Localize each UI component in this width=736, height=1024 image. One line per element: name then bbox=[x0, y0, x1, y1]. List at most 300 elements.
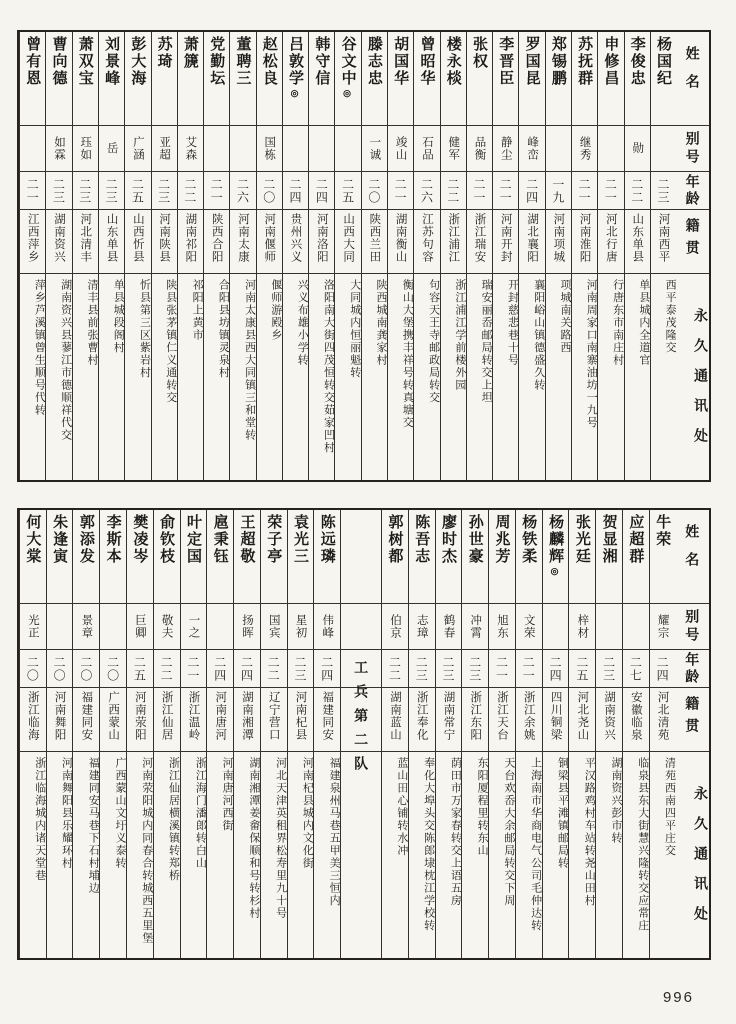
person-column bbox=[381, 510, 408, 958]
unit-divider-column bbox=[340, 510, 381, 958]
person-alias: 峰峦 bbox=[519, 126, 544, 172]
person-origin: 陕西合阳 bbox=[204, 210, 229, 274]
person-address: 河南舞阳县乐耀环村 bbox=[60, 757, 73, 870]
person-column bbox=[466, 32, 492, 480]
person-address: 偃师游殿乡 bbox=[269, 279, 282, 342]
person-column bbox=[180, 510, 207, 958]
person-name: 周兆芳 bbox=[489, 510, 515, 604]
person-address: 洛阳南大街四茂恒转交茹家凹村 bbox=[322, 279, 335, 454]
person-origin: 浙江东阳 bbox=[462, 688, 488, 752]
person-alias bbox=[20, 126, 45, 172]
person-column bbox=[595, 510, 622, 958]
person-origin: 山西大同 bbox=[335, 210, 360, 274]
person-name: 张光廷 bbox=[569, 510, 595, 604]
person-age: 二五 bbox=[127, 650, 153, 688]
person-column bbox=[256, 32, 282, 480]
person-origin: 河南淮阳 bbox=[572, 210, 597, 274]
person-name: 彭大海 bbox=[125, 32, 150, 126]
person-column bbox=[45, 32, 71, 480]
person-age: 二三 bbox=[436, 650, 462, 688]
person-age: 二一 bbox=[467, 172, 492, 210]
person-column bbox=[124, 32, 150, 480]
person-origin: 河南洛阳 bbox=[309, 210, 334, 274]
person-name: 曾昭华 bbox=[414, 32, 439, 126]
person-address: 浙江仙居横溪镇转郑桥 bbox=[167, 757, 180, 882]
person-origin: 浙江奉化 bbox=[409, 688, 435, 752]
person-column bbox=[461, 510, 488, 958]
person-column bbox=[99, 510, 126, 958]
person-column bbox=[206, 510, 233, 958]
person-origin: 山西忻县 bbox=[125, 210, 150, 274]
person-age: 二〇 bbox=[100, 650, 126, 688]
person-alias: 珏如 bbox=[73, 126, 98, 172]
person-name: 贺显湘 bbox=[596, 510, 622, 604]
header-alias: 别号 bbox=[676, 604, 710, 650]
person-age: 二三 bbox=[152, 172, 177, 210]
person-address: 天台欢岙大余邮局转交下周 bbox=[502, 757, 515, 907]
header-origin: 籍贯 bbox=[676, 210, 709, 274]
person-name: 牛荣 bbox=[650, 510, 676, 604]
header-address: 永久通讯处 bbox=[693, 308, 709, 458]
roster-table-top bbox=[17, 30, 711, 482]
person-column bbox=[650, 32, 676, 480]
person-alias bbox=[309, 126, 334, 172]
person-name: 何大棠 bbox=[20, 510, 46, 604]
person-origin: 安徽临泉 bbox=[623, 688, 649, 752]
person-column bbox=[387, 32, 413, 480]
person-address: 上海南市华商电气公司毛仲达转 bbox=[529, 757, 542, 932]
person-address: 句容天王寺邮政局转交 bbox=[427, 279, 440, 404]
person-age: 二一 bbox=[598, 172, 623, 210]
person-address: 衡山大堡携丰祥号转真塘交 bbox=[401, 279, 414, 429]
roster-table-bottom bbox=[17, 508, 711, 960]
person-name: 李晋臣 bbox=[493, 32, 518, 126]
name-annotation-mark: ◎ bbox=[290, 89, 301, 99]
person-address: 奉化大埠头交陈郎埭枕江学校转 bbox=[422, 757, 435, 932]
person-address: 萍乡芦溪镇曾生顺号代转 bbox=[33, 279, 46, 417]
person-column bbox=[98, 32, 124, 480]
person-name: 苏抚群 bbox=[572, 32, 597, 126]
person-column bbox=[408, 510, 435, 958]
header-age: 年龄 bbox=[676, 650, 710, 688]
person-alias: 静尘 bbox=[493, 126, 518, 172]
person-age: 二一 bbox=[388, 172, 413, 210]
person-age: 二五 bbox=[335, 172, 360, 210]
person-age: 二四 bbox=[309, 172, 334, 210]
person-address: 西平泰茂隆交 bbox=[664, 279, 677, 354]
person-name: 叶定国 bbox=[181, 510, 207, 604]
person-name: 俞钦枝 bbox=[154, 510, 180, 604]
person-age: 二三 bbox=[288, 650, 314, 688]
person-origin: 福建同安 bbox=[314, 688, 340, 752]
person-alias: 旭东 bbox=[489, 604, 515, 650]
person-origin: 陕西兰田 bbox=[362, 210, 387, 274]
person-age: 二四 bbox=[207, 650, 233, 688]
person-age: 二二 bbox=[441, 172, 466, 210]
person-alias: 冲霄 bbox=[462, 604, 488, 650]
person-name: 李俊忠 bbox=[625, 32, 650, 126]
person-age: 二二 bbox=[154, 650, 180, 688]
unit-empty-name bbox=[341, 510, 381, 604]
person-origin: 山东单县 bbox=[99, 210, 124, 274]
person-address: 单县城段阁村 bbox=[112, 279, 125, 354]
person-name: 萧篪 bbox=[178, 32, 203, 126]
person-address: 蓝山田心铺转水冲 bbox=[395, 757, 408, 857]
person-column bbox=[622, 510, 649, 958]
person-name: 胡国华 bbox=[388, 32, 413, 126]
unit-empty-alias bbox=[341, 604, 381, 650]
person-alias: 景章 bbox=[73, 604, 99, 650]
person-address: 忻县第三区紫岩村 bbox=[138, 279, 151, 379]
person-alias: 伟峰 bbox=[314, 604, 340, 650]
person-age: 二一 bbox=[204, 172, 229, 210]
person-column bbox=[488, 510, 515, 958]
person-column bbox=[308, 32, 334, 480]
person-column bbox=[361, 32, 387, 480]
person-name: 谷文中 ◎ bbox=[335, 32, 360, 126]
person-name: 陈吾志 bbox=[409, 510, 435, 604]
person-age: 二三 bbox=[651, 172, 676, 210]
person-origin: 河南西平 bbox=[651, 210, 676, 274]
person-alias: 一之 bbox=[181, 604, 207, 650]
person-address: 湖南湘潭姜畲保顺和号转杉村 bbox=[247, 757, 260, 920]
person-age: 二二 bbox=[261, 650, 287, 688]
person-name: 郑锡鹏 bbox=[546, 32, 571, 126]
person-alias: 光正 bbox=[20, 604, 46, 650]
person-name: 孙世豪 bbox=[462, 510, 488, 604]
person-address: 河南周家口南寨油坊一九号 bbox=[585, 279, 598, 429]
person-age: 二三 bbox=[596, 650, 622, 688]
person-age: 二〇 bbox=[20, 650, 46, 688]
person-alias: 耀宗 bbox=[650, 604, 676, 650]
person-alias bbox=[204, 126, 229, 172]
person-origin: 河南唐河 bbox=[207, 688, 233, 752]
person-column bbox=[435, 510, 462, 958]
person-alias bbox=[283, 126, 308, 172]
person-column bbox=[72, 510, 99, 958]
person-address: 开封慈悲巷十号 bbox=[506, 279, 519, 367]
person-alias: 广涵 bbox=[125, 126, 150, 172]
person-alias bbox=[596, 604, 622, 650]
person-age: 二一 bbox=[489, 650, 515, 688]
person-alias: 如霖 bbox=[46, 126, 71, 172]
person-age: 二一 bbox=[20, 172, 45, 210]
person-age: 二六 bbox=[230, 172, 255, 210]
name-annotation-mark: ◎ bbox=[550, 567, 561, 577]
person-origin: 浙江瑞安 bbox=[467, 210, 492, 274]
person-age: 二〇 bbox=[257, 172, 282, 210]
person-name: 王超敬 bbox=[234, 510, 260, 604]
header-origin: 籍贯 bbox=[676, 688, 710, 752]
header-address: 永久通讯处 bbox=[693, 786, 709, 936]
person-origin: 河北清苑 bbox=[650, 688, 676, 752]
person-age: 二四 bbox=[650, 650, 676, 688]
person-name: 廖时杰 bbox=[436, 510, 462, 604]
person-column bbox=[440, 32, 466, 480]
person-address: 湖南资兴彭市转 bbox=[609, 757, 622, 845]
person-column bbox=[203, 32, 229, 480]
person-origin: 江西萍乡 bbox=[20, 210, 45, 274]
person-column bbox=[260, 510, 287, 958]
person-age: 一九 bbox=[546, 172, 571, 210]
person-age: 二一 bbox=[181, 650, 207, 688]
person-column bbox=[233, 510, 260, 958]
person-name: 应超群 bbox=[623, 510, 649, 604]
person-alias bbox=[623, 604, 649, 650]
person-alias: 岳 bbox=[99, 126, 124, 172]
person-address: 行唐东市南庄村 bbox=[611, 279, 624, 367]
person-name: 楼永棪 bbox=[441, 32, 466, 126]
person-name: 樊凌岑 bbox=[127, 510, 153, 604]
person-name: 扈秉钰 bbox=[207, 510, 233, 604]
person-origin: 河南荥阳 bbox=[127, 688, 153, 752]
person-address: 祁阳上黄市 bbox=[191, 279, 204, 342]
header-column bbox=[676, 510, 710, 958]
person-address: 福建同安马巷下石村埔边 bbox=[87, 757, 100, 895]
person-origin: 湖南蓝山 bbox=[382, 688, 408, 752]
person-address: 清苑西南四平庄交 bbox=[663, 757, 676, 857]
person-address: 合阳县坊镇灵泉村 bbox=[217, 279, 230, 379]
person-name: 陈远璘 bbox=[314, 510, 340, 604]
person-name: 张权 bbox=[467, 32, 492, 126]
person-age: 二三 bbox=[99, 172, 124, 210]
person-name: 袁光三 bbox=[288, 510, 314, 604]
person-alias: 巨卿 bbox=[127, 604, 153, 650]
person-origin: 河南太康 bbox=[230, 210, 255, 274]
person-address: 单县城内全道官 bbox=[637, 279, 650, 367]
page-number: 996 bbox=[662, 989, 694, 1006]
person-address: 临泉县东大街慧兴隆转交应常庄 bbox=[636, 757, 649, 932]
person-age: 二一 bbox=[572, 172, 597, 210]
person-age: 二三 bbox=[409, 650, 435, 688]
person-age: 二〇 bbox=[47, 650, 73, 688]
person-name: 赵松良 bbox=[257, 32, 282, 126]
person-alias: 文荣 bbox=[516, 604, 542, 650]
person-name: 曹向德 bbox=[46, 32, 71, 126]
person-address: 湖南资兴县蓼江市德顺祥代交 bbox=[59, 279, 72, 442]
person-age: 二四 bbox=[234, 650, 260, 688]
person-address: 平汉路鸡村车站转尧山田村 bbox=[583, 757, 596, 907]
person-column bbox=[229, 32, 255, 480]
person-origin: 浙江仙居 bbox=[154, 688, 180, 752]
person-alias: 梓材 bbox=[569, 604, 595, 650]
person-column bbox=[571, 32, 597, 480]
person-origin: 贵州兴义 bbox=[283, 210, 308, 274]
person-alias: 扬晖 bbox=[234, 604, 260, 650]
person-name: 申修昌 bbox=[598, 32, 623, 126]
person-age: 二四 bbox=[519, 172, 544, 210]
person-address: 河南唐河西街 bbox=[221, 757, 234, 832]
person-alias bbox=[598, 126, 623, 172]
person-age: 二七 bbox=[623, 650, 649, 688]
person-name: 刘景峰 bbox=[99, 32, 124, 126]
person-address: 浙江临海城内诸天堂巷 bbox=[33, 757, 46, 882]
person-column bbox=[515, 510, 542, 958]
person-origin: 湖南衡山 bbox=[388, 210, 413, 274]
person-origin: 河南舞阳 bbox=[47, 688, 73, 752]
person-alias bbox=[47, 604, 73, 650]
person-age: 二四 bbox=[314, 650, 340, 688]
person-origin: 湖北襄阳 bbox=[519, 210, 544, 274]
person-name: 萧双宝 bbox=[73, 32, 98, 126]
person-alias: 艾森 bbox=[178, 126, 203, 172]
person-column bbox=[153, 510, 180, 958]
person-origin: 辽宁营口 bbox=[261, 688, 287, 752]
person-address: 河南杞县城内文化街 bbox=[301, 757, 314, 870]
person-origin: 浙江临海 bbox=[20, 688, 46, 752]
person-alias bbox=[543, 604, 569, 650]
person-origin: 浙江天台 bbox=[489, 688, 515, 752]
person-name: 杨麟辉 ◎ bbox=[543, 510, 569, 604]
person-address: 河南荥阳城内同春合转城西五里堡 bbox=[140, 757, 153, 945]
roster-page bbox=[17, 30, 711, 968]
person-name: 荣子亭 bbox=[261, 510, 287, 604]
unit-label: 工兵第二队 bbox=[353, 660, 370, 780]
person-origin: 浙江余姚 bbox=[516, 688, 542, 752]
person-address: 广西蒙山文圩义泰转 bbox=[114, 757, 127, 870]
person-address: 河北天津英租界松寿里九十号 bbox=[274, 757, 287, 920]
person-alias: 伯京 bbox=[382, 604, 408, 650]
header-alias: 别号 bbox=[676, 126, 709, 172]
person-name: 党勤坛 bbox=[204, 32, 229, 126]
person-address: 浙江浦江学前楼外园 bbox=[453, 279, 466, 392]
person-column bbox=[19, 510, 46, 958]
person-name: 郭树都 bbox=[382, 510, 408, 604]
person-column bbox=[518, 32, 544, 480]
person-column bbox=[597, 32, 623, 480]
person-column bbox=[624, 32, 650, 480]
person-alias bbox=[546, 126, 571, 172]
person-name: 杨铁柔 bbox=[516, 510, 542, 604]
person-address: 大同城内恒丽魁转 bbox=[348, 279, 361, 379]
person-alias: 亚超 bbox=[152, 126, 177, 172]
person-alias: 健军 bbox=[441, 126, 466, 172]
person-column bbox=[19, 32, 45, 480]
person-origin: 湖南资兴 bbox=[46, 210, 71, 274]
person-age: 二五 bbox=[569, 650, 595, 688]
person-origin: 河南项城 bbox=[546, 210, 571, 274]
person-name: 杨国纪 bbox=[651, 32, 676, 126]
person-name: 董聘三 bbox=[230, 32, 255, 126]
person-age: 二四 bbox=[543, 650, 569, 688]
person-address: 项城南关路西 bbox=[559, 279, 571, 354]
person-age: 二三 bbox=[46, 172, 71, 210]
person-origin: 浙江温岭 bbox=[181, 688, 207, 752]
person-alias bbox=[100, 604, 126, 650]
person-alias: 敬夫 bbox=[154, 604, 180, 650]
person-column bbox=[126, 510, 153, 958]
person-column bbox=[177, 32, 203, 480]
person-name: 李斯本 bbox=[100, 510, 126, 604]
person-age: 二〇 bbox=[73, 650, 99, 688]
person-name: 韩守信 bbox=[309, 32, 334, 126]
person-origin: 湖南祁阳 bbox=[178, 210, 203, 274]
person-column bbox=[542, 510, 569, 958]
header-name: 姓名 bbox=[676, 32, 709, 126]
person-address: 清丰县前张曹村 bbox=[85, 279, 98, 367]
person-address: 荫田市万家春转交上语五房 bbox=[449, 757, 462, 907]
person-origin: 湖南湘潭 bbox=[234, 688, 260, 752]
person-column bbox=[334, 32, 360, 480]
person-name: 郭添发 bbox=[73, 510, 99, 604]
person-age: 二〇 bbox=[362, 172, 387, 210]
person-address: 浙江海门潘郎转白山 bbox=[194, 757, 207, 870]
person-origin: 河北行唐 bbox=[598, 210, 623, 274]
person-origin: 湖南常宁 bbox=[436, 688, 462, 752]
person-alias: 星初 bbox=[288, 604, 314, 650]
person-age: 二二 bbox=[382, 650, 408, 688]
person-origin: 河南偃师 bbox=[257, 210, 282, 274]
person-column bbox=[649, 510, 676, 958]
person-origin: 福建同安 bbox=[73, 688, 99, 752]
person-address: 东阳厦程里转东山 bbox=[476, 757, 489, 857]
person-alias bbox=[335, 126, 360, 172]
person-age: 二六 bbox=[414, 172, 439, 210]
person-alias: 国栋 bbox=[257, 126, 282, 172]
person-age: 二三 bbox=[73, 172, 98, 210]
person-alias: 继秀 bbox=[572, 126, 597, 172]
person-alias: 竣山 bbox=[388, 126, 413, 172]
unit-empty-address bbox=[341, 752, 381, 958]
person-column bbox=[568, 510, 595, 958]
person-age: 二四 bbox=[283, 172, 308, 210]
person-address: 陕西城南龚家村 bbox=[375, 279, 388, 367]
person-name: 朱逢寅 bbox=[47, 510, 73, 604]
person-name: 滕志忠 bbox=[362, 32, 387, 126]
person-alias: 鹤春 bbox=[436, 604, 462, 650]
person-alias: 勋 bbox=[625, 126, 650, 172]
person-column bbox=[545, 32, 571, 480]
person-column bbox=[151, 32, 177, 480]
person-origin: 广西蒙山 bbox=[100, 688, 126, 752]
name-annotation-mark: ◎ bbox=[343, 89, 354, 99]
person-age: 二二 bbox=[178, 172, 203, 210]
person-origin: 河南杞县 bbox=[288, 688, 314, 752]
person-alias: 石品 bbox=[414, 126, 439, 172]
person-alias: 一诚 bbox=[362, 126, 387, 172]
person-column bbox=[72, 32, 98, 480]
person-alias: 国宾 bbox=[261, 604, 287, 650]
person-origin: 江苏句容 bbox=[414, 210, 439, 274]
person-age: 二二 bbox=[625, 172, 650, 210]
person-origin: 河南开封 bbox=[493, 210, 518, 274]
header-age: 年龄 bbox=[676, 172, 709, 210]
person-column bbox=[287, 510, 314, 958]
person-column bbox=[413, 32, 439, 480]
person-origin: 浙江浦江 bbox=[441, 210, 466, 274]
person-age: 二五 bbox=[125, 172, 150, 210]
person-alias bbox=[207, 604, 233, 650]
person-column bbox=[492, 32, 518, 480]
person-address: 陕县张茅镇仁义通转交 bbox=[164, 279, 177, 404]
person-age: 二一 bbox=[493, 172, 518, 210]
person-address: 福建泉州马巷五甲美三恒内 bbox=[328, 757, 341, 907]
person-origin: 河北清丰 bbox=[73, 210, 98, 274]
person-name: 苏琦 bbox=[152, 32, 177, 126]
person-alias: 品衡 bbox=[467, 126, 492, 172]
person-address: 襄阳峪山镇德盛久转 bbox=[532, 279, 545, 392]
person-age: 二一 bbox=[516, 650, 542, 688]
person-column bbox=[282, 32, 308, 480]
person-origin: 山东单县 bbox=[625, 210, 650, 274]
person-origin: 湖南资兴 bbox=[596, 688, 622, 752]
person-name: 吕敦学 ◎ bbox=[283, 32, 308, 126]
person-column bbox=[46, 510, 73, 958]
person-column bbox=[313, 510, 340, 958]
person-age: 二三 bbox=[462, 650, 488, 688]
person-address: 兴义布雄小学转 bbox=[296, 279, 309, 367]
header-column bbox=[676, 32, 709, 480]
